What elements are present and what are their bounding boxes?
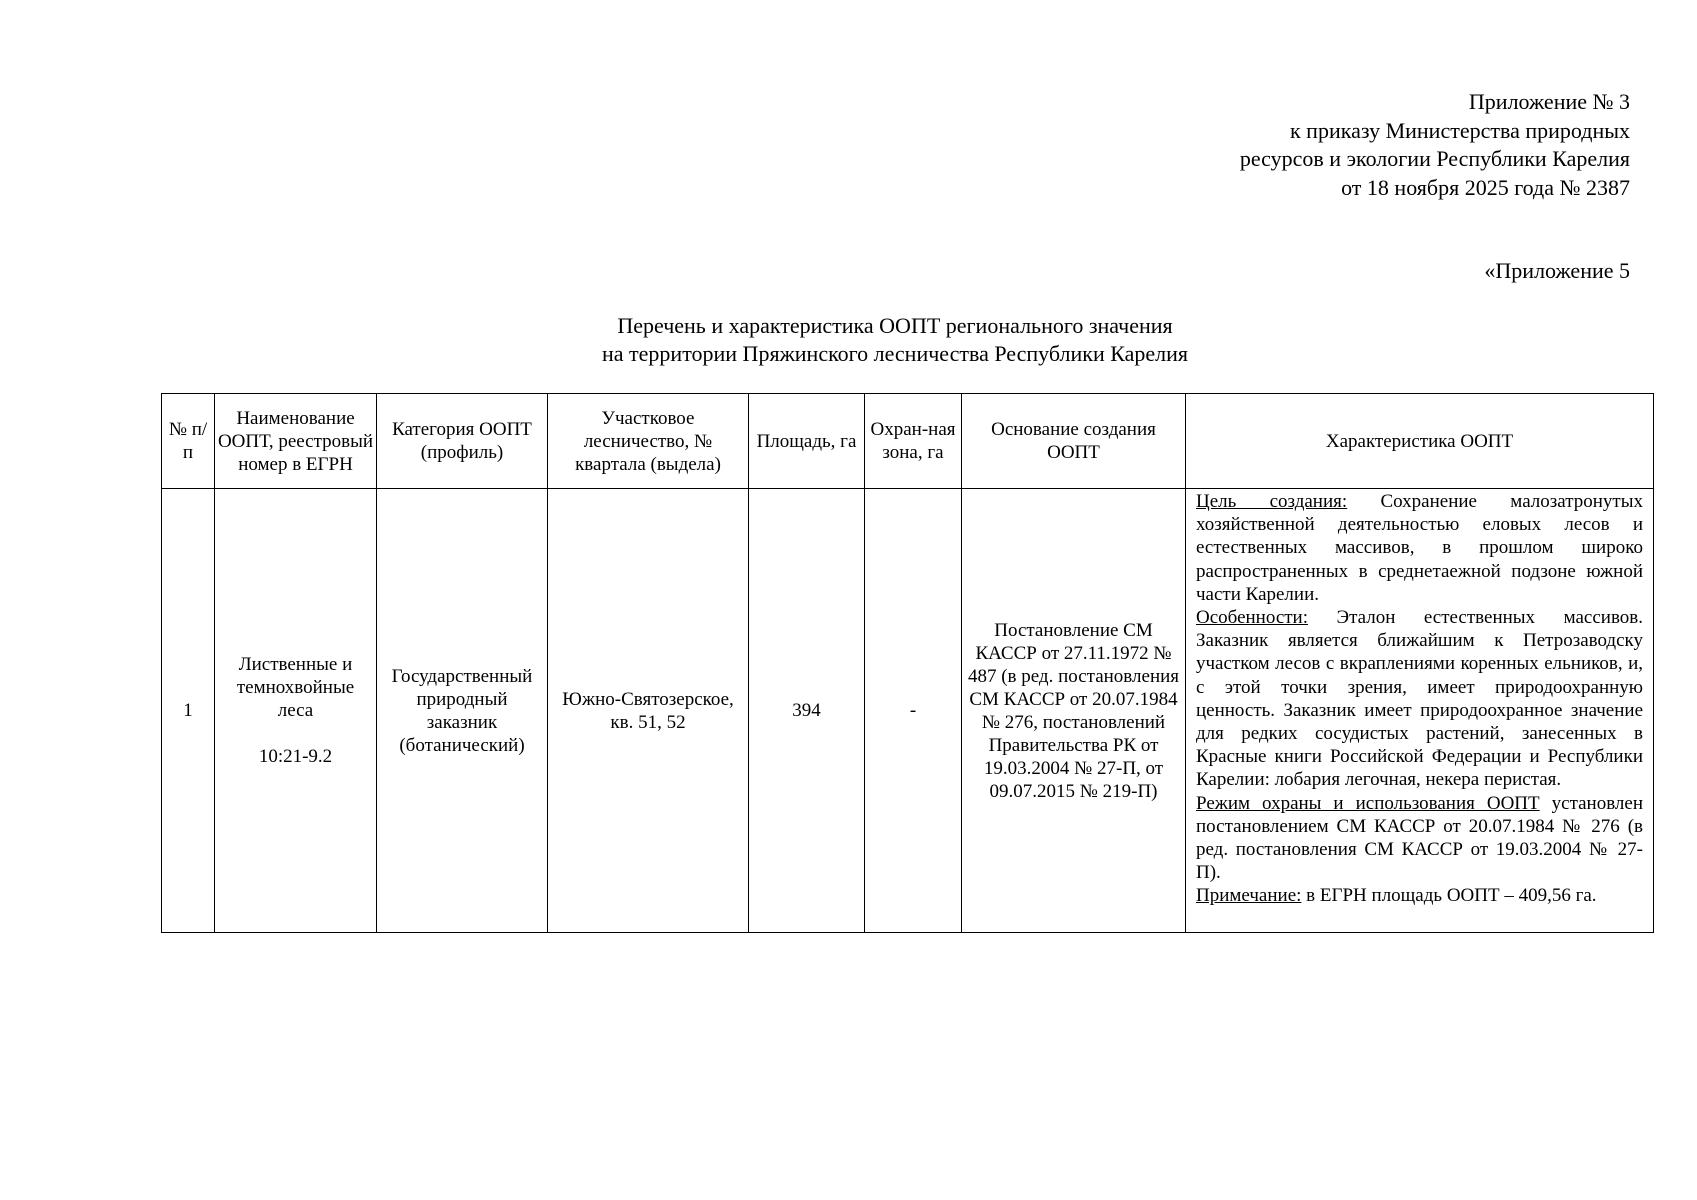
header-category: Категория ООПТ (профиль) bbox=[377, 394, 548, 489]
regime-paragraph bbox=[1196, 792, 1643, 885]
oopt-registry-number: 10:21-9.2 bbox=[258, 746, 333, 767]
oopt-table bbox=[161, 393, 1654, 933]
features-paragraph bbox=[1196, 606, 1643, 792]
table-header-row bbox=[162, 394, 1654, 489]
annex-reference: «Приложение 5 bbox=[1484, 258, 1630, 283]
features-text: Эталон естественных массивов. Заказник является ближайшим к Петрозаводску участком лесов с вкраплениями коренных ельников, и, с этой точки зрения, имеет природоохранную ценность. Заказник имеет природоохранное значение для редких сосудистых растений, занесенных в Красные книги Российской Федерации и Республики Карелии: лобария легочная, некера перистая. bbox=[1196, 607, 1644, 791]
document-title bbox=[0, 312, 1697, 368]
header-basis: Основание создания ООПТ bbox=[962, 394, 1186, 489]
header-buffer-zone: Охран-ная зона, га bbox=[865, 394, 962, 489]
header-number: № п/п bbox=[162, 394, 215, 489]
cell-buffer-zone: - bbox=[865, 489, 962, 933]
cell-forestry: Южно-Святозерское, кв. 51, 52 bbox=[548, 489, 749, 933]
cell-characteristics bbox=[1186, 489, 1654, 933]
note-paragraph bbox=[1196, 884, 1643, 907]
note-text: в ЕГРН площадь ООПТ – 409,56 га. bbox=[1306, 885, 1597, 907]
appendix-order-line: к приказу Министерства природных bbox=[1289, 117, 1630, 143]
cell-basis: Постановление СМ КАССР от 27.11.1972 № 487 (в ред. постановления СМ КАССР от 20.07.1984 № 276, постановлений Правительства РК от 19.03.2004 № 27-П, от 09.07.2015 № 219-П) bbox=[962, 489, 1186, 933]
goal-paragraph bbox=[1196, 490, 1643, 606]
document-title-line2: на территории Пряжинского лесничества Республики Карелия bbox=[602, 341, 1188, 366]
regime-label: Режим охраны и использования ООПТ bbox=[1196, 792, 1540, 814]
goal-text: Сохранение малозатронутых хозяйственной деятельностью еловых лесов и естественных массивов, в прошлом широко распространенных в среднетаежной подзоне южной части Карелии. bbox=[1196, 491, 1643, 605]
cell-area: 394 bbox=[749, 489, 865, 933]
cell-category: Государственный природный заказник (ботанический) bbox=[377, 489, 548, 933]
header-forestry: Участковое лесничество, № квартала (выдела) bbox=[548, 394, 749, 489]
note-label: Примечание: bbox=[1196, 885, 1302, 907]
appendix-ministry-line: ресурсов и экологии Республики Карелия bbox=[1239, 146, 1630, 171]
appendix-date-line: от 18 ноября 2025 года № 2387 bbox=[1341, 174, 1630, 200]
header-name: Наименование ООПТ, реестровый номер в ЕГРН bbox=[215, 394, 377, 489]
features-label: Особенности: bbox=[1196, 607, 1308, 629]
document-title-line1: Перечень и характеристика ООПТ регионального значения bbox=[617, 313, 1173, 338]
cell-name bbox=[215, 489, 377, 933]
header-area: Площадь, га bbox=[749, 394, 865, 489]
oopt-name: Лиственные и темнохвойные леса bbox=[236, 654, 355, 721]
table-row bbox=[162, 489, 1654, 933]
cell-number: 1 bbox=[162, 489, 215, 933]
regime-text: установлен постановлением СМ КАССР от 20.07.1984 № 276 (в ред. постановления СМ КАССР от 19.03.2004 № 27-П). bbox=[1196, 792, 1644, 884]
appendix-number: Приложение № 3 bbox=[1468, 89, 1630, 114]
header-characteristics: Характеристика ООПТ bbox=[1186, 394, 1654, 489]
appendix-header bbox=[1240, 88, 1630, 202]
goal-label: Цель создания: bbox=[1196, 491, 1348, 512]
